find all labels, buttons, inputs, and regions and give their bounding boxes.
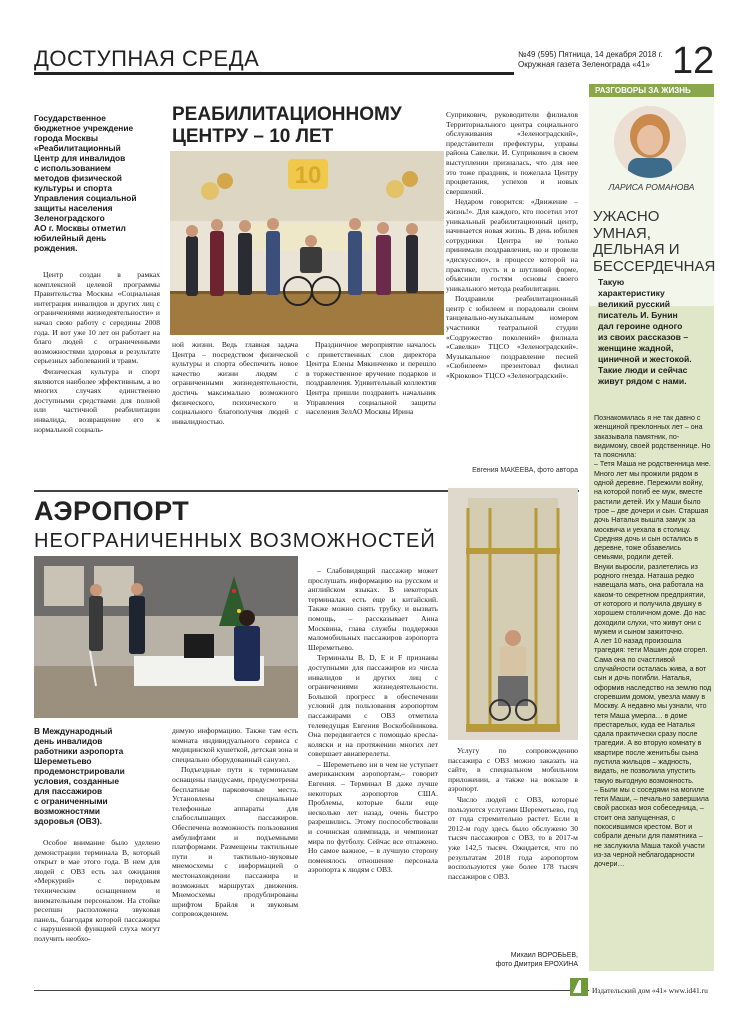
- paragraph: Суприкович, руководители филиалов Территориального центра социального обслуживания «Зеленоградский», представители префектуры, управы района Савелки. И. Суприкович в своем выступлении призналась, что для нее это тоже праздник, и пожелала Центру процветания, успехов и новых свершений.: [446, 110, 578, 196]
- article1-column-2: [172, 340, 298, 492]
- article1-column-3: [306, 340, 436, 478]
- terminal-photo-illustration: [34, 556, 298, 718]
- column-title: УЖАСНО УМНАЯ, ДЕЛЬНАЯ И БЕССЕРДЕЧНАЯ: [593, 208, 716, 275]
- publisher-logo-icon: [570, 978, 588, 996]
- paragraph: – Слабовидящий пассажир может прослушать информацию на русском и английском языках. В некоторых терминалах есть еще и китайский. Также можно снять трубку и вызвать помощь, – рассказывает Анна Москвина, глава службы поддержки маломобильных пассажиров аэропорта Шереметьево.: [308, 566, 438, 652]
- article2-title: АЭРОПОРТ: [34, 496, 190, 526]
- article1-column-4: [446, 110, 578, 470]
- issue-line: №49 (595) Пятница, 14 декабря 2018 г.: [518, 50, 663, 59]
- paragraph: – Шереметьево ни в чем не уступает американским аэропортам,– говорит Евгения. – Терминал В даже лучше некоторых аэропортов США. Проблемы, которые были еще несколько лет назад, очень быстро разрешились. Этому поспособствовали и сочинская олимпиада, и чемпионат мира по футболу. Сейчас все отлажено. Но самое важное, – в лучшую сторону поменялось отношение персонала аэропорта к людям с ОВЗ.: [308, 759, 438, 875]
- paragraph: ной жизни. Ведь главная задача Центра – посредством физической культуры и спорта обеспечить новое качество жизни людям с ограниченными жизнедеятельности, достичь максимально возможного физического, психического и социального благополучия людей с инвалидностью.: [172, 340, 298, 426]
- article1-photo: [170, 151, 444, 335]
- paragraph: Физическая культура и спорт являются наиболее эффективным, а во многих случаях единственно доступными средствами для полной или частичной реабилитации инвалида, возвращение его к нормальной социаль-: [34, 366, 160, 434]
- paragraph: Число людей с ОВЗ, которые пользуются услугами Шереметьево, год от года стремительно растет. Если в 2012-м году здесь было обслужено 30 тысяч пассажиров с ОВЗ, то в 2017-м уже 142,5 тысяч. Ожидается, что по результатам 2018 года аэропортом воспользуются уже более 178 тысяч пассажиров с ОВЗ.: [448, 794, 578, 881]
- article2-credit: Михаил ВОРОБЬЕВ, фото Дмитрия ЕРОХИНА: [495, 952, 578, 968]
- paragraph: Терминалы B, D, E и F признаны доступными для пассажиров из числа инвалидов и других лиц с ограничениями жизнедеятельности. Большой прогресс в обеспечении условий для пользования аэропортом пассажирами с ОВЗ отметила телеведущая Евгения Воскобойникова. Она передвигается с помощью кресла-коляски и на протяжении многих лет совершает авиаперелеты.: [308, 653, 438, 759]
- paragraph: Услугу по сопровождению пассажира с ОВЗ можно заказать на сайте, в специальном мобильном приложении, а также на вокзале в аэропорт.: [448, 746, 578, 794]
- section-title: ДОСТУПНАЯ СРЕДА: [34, 46, 260, 71]
- paragraph: А лет 10 назад произошла трагедия: тети Машин дом сгорел. Сама она по счастливой случайности осталась жива, а вот сын и дочь погибли. Наталья, оформив наследство на землю под сгоревшим домом, увезла маму в Москву. А недавно мы узнали, что тетя Маша умерла… в доме престарелых, куда ее Наталья сдала практически сразу после трагедии. А во вторую комнату в квартире после женитьбы сына пустила жильцов – жадность, видать, не позволила упустить такую выгодную возможность.: [594, 637, 712, 785]
- sidebar-heading: РАЗГОВОРЫ ЗА ЖИЗНЬ: [589, 84, 714, 97]
- page-number: 12: [672, 40, 715, 82]
- article2-column-3: [308, 566, 438, 968]
- paragraph: Центр создан в рамках комплексной целевой программы Правительства Москвы «Социальная интеграция инвалидов и других лиц с ограничениями жизнедеятельности» и начал свою работу с середины 2008 года. И вот уже 10 лет он работает на благо людей с ограниченными возможностями здоровья в результате серьезных заболеваний и травм.: [34, 270, 160, 366]
- svg-text:10: 10: [294, 162, 322, 189]
- paragraph: Познакомилась я не так давно с женщиной преклонных лет – она заказывала памятник, по-видимому, своей родственнице. Но та пояснила:: [594, 414, 711, 460]
- paper-name: Окружная газета Зеленограда «41»: [518, 60, 651, 69]
- paragraph: димую информацию. Также там есть комната индивидуального сервиса с медицинской кушеткой, детская зона и специально оборудованный санузел.: [172, 726, 298, 764]
- paragraph: Недаром говорится: «Движение – жизнь!». Для каждого, кто посетил этот уникальный реабилитационный центр, начинается новая жизнь. В день юбилея сотрудники Центра не только принимали поздравления, но и провели «дискуссию», в процессе которой на практике, пусть и в шутливой форме, объяснили гостям основы своего уникального метода реабилитации.: [446, 197, 578, 293]
- article2-photo-terminal: [34, 556, 298, 718]
- article2-subtitle: НЕОГРАНИЧЕННЫХ ВОЗМОЖНОСТЕЙ: [34, 530, 436, 552]
- article2-column-2: [172, 726, 298, 968]
- author-portrait-illustration: [614, 106, 686, 178]
- column-body: [594, 414, 712, 964]
- article2-column-1: [34, 838, 160, 968]
- paragraph: – Тетя Маша не родственница мне. Много лет мы прожили рядом в одной деревне. Пережили войну, на которой погиб ее муж, вместе растили детей. Их у Маши было трое – две дочери и сын. Старшая дочь Наталья вышла замуж за москвича и уехала в столицу. Средняя дочь и сын остались в деревне, тоже обзавелись семьями, родили детей.: [594, 460, 711, 562]
- article1-column-1: [34, 270, 160, 492]
- article1-title: РЕАБИЛИТАЦИОННОМУ ЦЕНТРУ – 10 ЛЕТ: [172, 104, 402, 147]
- author-name: ЛАРИСА РОМАНОВА: [608, 182, 695, 192]
- lift-photo-illustration: [448, 488, 578, 740]
- paragraph: – Были мы с соседями на могиле тети Маши, – печально завершила свой рассказ моя собеседница, – стоит она запущенная, с покосившимся крестом. Вот и собрали деньги для памятника – не заслужила Маша такой участи из-за черной неблагодарности дочери…: [594, 785, 709, 869]
- paragraph: Подъездные пути к терминалам оснащены пандусами, предусмотрены бесплатные парковочные места. Установлены специальные телефонные аппараты для слабослышащих пассажиров. Обеспечена возможность пользования амбулифтами и подъемными платформами. Размещены тактильные пути и тактильно-звуковые мнемосхемы с информацией о местонахождении пассажира и возможных маршрутах движения. Мнемосхемы продублированы шрифтом Брайля и звуковым сопровождением.: [172, 765, 298, 919]
- paragraph: Внуки выросли, разлетелись из родного гнезда. Наташа редко навещала мать, она работала на каком-то секретном предприятии, от которого и получила двушку в хорошем столичном доме. До нас доходили слухи, что живут они с мужем и сыном зажиточно.: [594, 562, 706, 636]
- article1-credit: Евгения МАКЕЕВА, фото автора: [472, 467, 578, 474]
- article2-photo-lift: [448, 488, 578, 740]
- paragraph: Особое внимание было уделено демонстрации терминала В, который открыт в мае этого года. В нем для людей с ОВЗ есть зал ожидания «Меркурий» с передовым техническим оснащением и внимательным персоналом. На стойке ресепшн расположена звуковая панель, благодаря которой пассажиры с нарушенной функцией слуха могут получить необхо-: [34, 838, 160, 943]
- article1-photo-illustration: [170, 151, 444, 335]
- article1-lead: Государственное бюджетное учреждение города Москвы «Реабилитационный Центр для инвалидов с использованием методов физической культуры и спорта Управления социальной защиты населения Зеленоградского АО г. Москвы отметил юбилейный день рождения.: [34, 113, 137, 253]
- paragraph: Поздравили реабилитационный центр с юбилеем и порадовали своим танцевально-музыкальным номером участники театральной студии «Содружество поколений» филиала «Савелки» ТЦСО «Зеленоградский». Музыкальное поздравление песней «Сюбилеем» презентовал филиал «Крюково» ТЦСО «Зеленоградский».: [446, 294, 578, 381]
- author-avatar: [614, 106, 686, 178]
- paragraph: Праздничное мероприятие началось с приветственных слов директора Центра Елены Мякинченко и перешло в торжественное вручение подарков и поздравления. Удивительный коллектив Центра пришли поздравить начальник Управления социальной защиты населения ЗелАО Москвы Ирина: [306, 340, 436, 417]
- header-rule: [34, 72, 514, 75]
- footer-rule: [34, 990, 589, 991]
- article2-column-4: [448, 746, 578, 952]
- footer-publisher: Издательский дом «41» www.id41.ru: [592, 986, 708, 995]
- column-lead: Такую характеристику великий русский писатель И. Бунин дал героине одного из своих рассказов – женщине жадной, циничной и жестокой. Такие люди и сейчас живут рядом с нами.: [598, 277, 692, 386]
- article2-lead: В Международный день инвалидов работники аэропорта Шереметьево продемонстрировали условия, созданные для пассажиров с ограниченными возможностями здоровья (ОВЗ).: [34, 726, 125, 826]
